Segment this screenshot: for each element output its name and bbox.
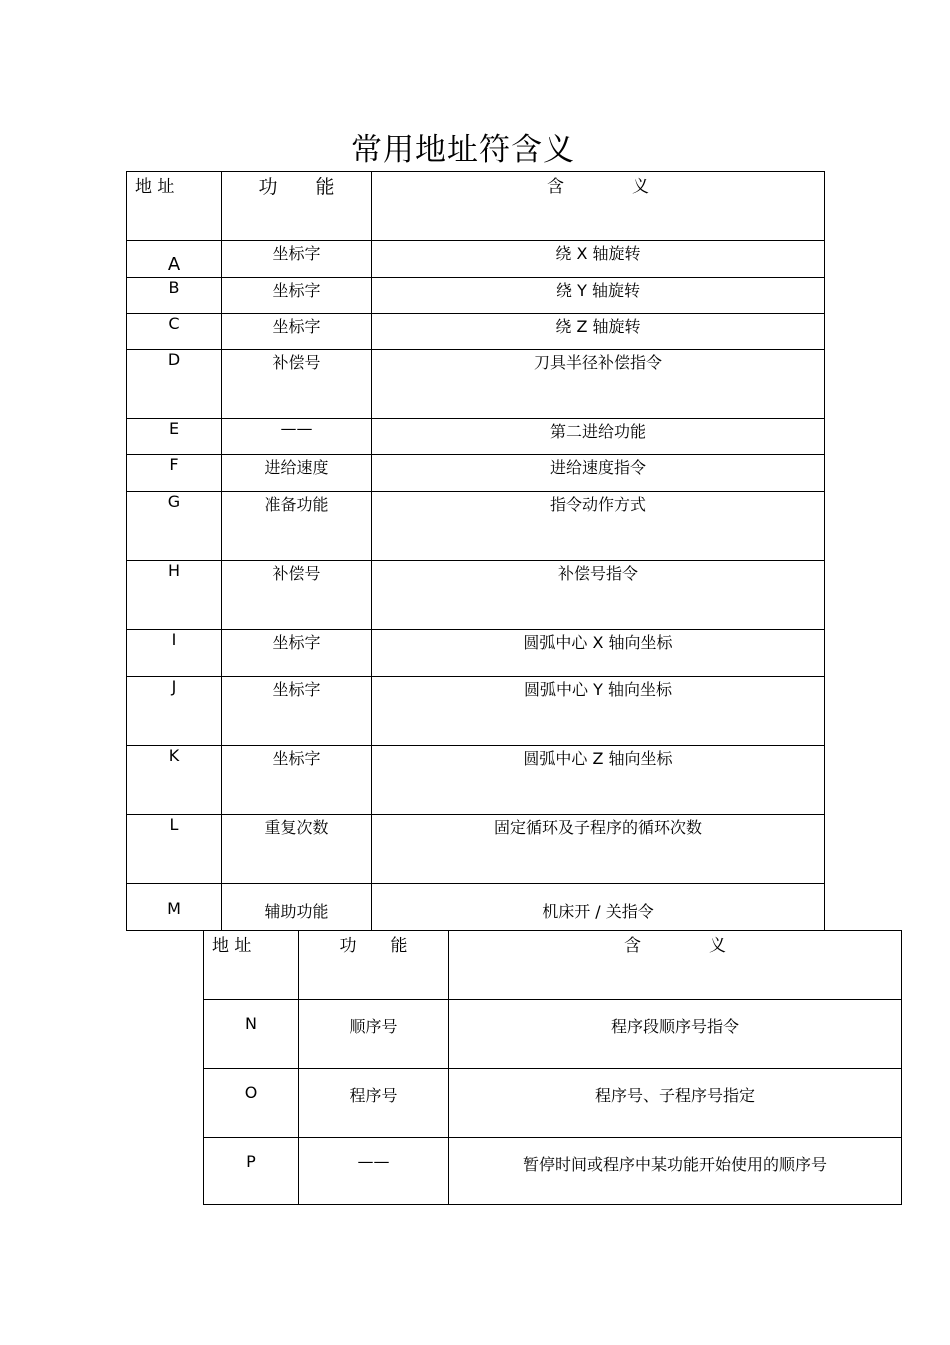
row-address: C: [127, 314, 222, 350]
table-row: [127, 746, 825, 815]
table-row: [127, 677, 825, 746]
row-address: J: [127, 677, 222, 746]
row-meaning: 绕 Z 轴旋转: [372, 314, 825, 350]
row-meaning: 刀具半径补偿指令: [372, 350, 825, 419]
table-row: [127, 314, 825, 350]
page-title: 常用地址符含义: [351, 132, 575, 168]
row-address: E: [127, 419, 222, 455]
row-address: D: [127, 350, 222, 419]
table-row: [127, 492, 825, 561]
table-row: [127, 561, 825, 630]
row-meaning: 绕 Y 轴旋转: [372, 278, 825, 314]
table-row: [127, 350, 825, 419]
header-meaning: 含 义: [449, 931, 902, 1000]
row-address: M: [127, 884, 222, 931]
row-meaning: 进给速度指令: [372, 455, 825, 492]
row-address: I: [127, 630, 222, 677]
row-function: 重复次数: [222, 815, 372, 884]
table-row: [204, 1000, 902, 1069]
table-header-row: [127, 172, 825, 241]
address-table-1: [126, 171, 825, 931]
row-meaning: 圆弧中心 Z 轴向坐标: [372, 746, 825, 815]
table-row: [127, 419, 825, 455]
row-address: K: [127, 746, 222, 815]
row-address: F: [127, 455, 222, 492]
row-meaning: 程序号、子程序号指定: [449, 1069, 902, 1138]
table-row: [127, 630, 825, 677]
table-header-row: [204, 931, 902, 1000]
row-function: 补偿号: [222, 561, 372, 630]
row-address: L: [127, 815, 222, 884]
row-meaning: 圆弧中心 Y 轴向坐标: [372, 677, 825, 746]
row-function: 坐标字: [222, 314, 372, 350]
table-row: [127, 884, 825, 931]
row-address: B: [127, 278, 222, 314]
table-row: [127, 455, 825, 492]
row-function: 坐标字: [222, 746, 372, 815]
row-meaning: 补偿号指令: [372, 561, 825, 630]
row-function: 补偿号: [222, 350, 372, 419]
row-address: O: [204, 1069, 299, 1138]
row-meaning: 指令动作方式: [372, 492, 825, 561]
row-address: P: [204, 1138, 299, 1205]
row-address: A: [127, 241, 222, 278]
row-meaning: 固定循环及子程序的循环次数: [372, 815, 825, 884]
row-function: 辅助功能: [222, 884, 372, 931]
row-function: 程序号: [299, 1069, 449, 1138]
row-meaning: 绕 X 轴旋转: [372, 241, 825, 278]
row-meaning: 圆弧中心 X 轴向坐标: [372, 630, 825, 677]
header-function: 功 能: [299, 931, 449, 1000]
table-row: [204, 1069, 902, 1138]
row-meaning: 暂停时间或程序中某功能开始使用的顺序号: [449, 1138, 902, 1205]
row-address: N: [204, 1000, 299, 1069]
row-function: 准备功能: [222, 492, 372, 561]
row-address: G: [127, 492, 222, 561]
address-table-2: [203, 930, 902, 1205]
row-meaning: 机床开 / 关指令: [372, 884, 825, 931]
row-meaning: 第二进给功能: [372, 419, 825, 455]
table-row: [127, 241, 825, 278]
header-function: 功 能: [222, 172, 372, 241]
row-function: 坐标字: [222, 241, 372, 278]
row-meaning: 程序段顺序号指令: [449, 1000, 902, 1069]
table-row: [127, 278, 825, 314]
header-address: 地 址: [127, 172, 222, 241]
table-row: [204, 1138, 902, 1205]
header-address: 地 址: [204, 931, 299, 1000]
row-function: 进给速度: [222, 455, 372, 492]
row-function: 坐标字: [222, 630, 372, 677]
row-function: 顺序号: [299, 1000, 449, 1069]
table-row: [127, 815, 825, 884]
header-meaning: 含 义: [372, 172, 825, 241]
row-address: H: [127, 561, 222, 630]
row-function: 坐标字: [222, 677, 372, 746]
row-function: ——: [222, 419, 372, 455]
row-function: 坐标字: [222, 278, 372, 314]
row-function: ——: [299, 1138, 449, 1205]
